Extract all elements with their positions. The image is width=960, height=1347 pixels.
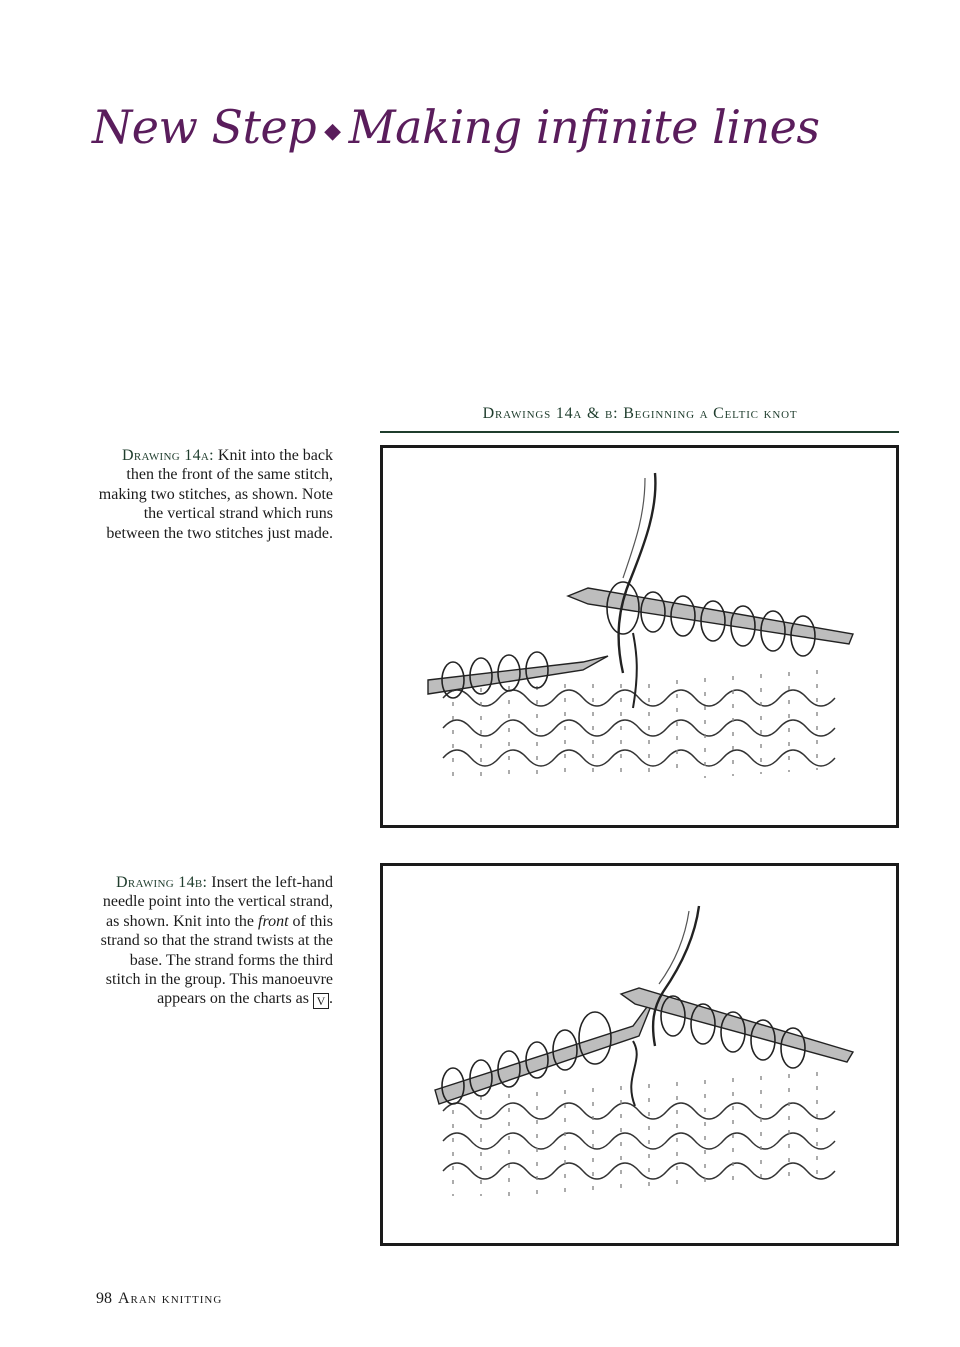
caption-14a-lead: Drawing 14a:: [122, 447, 214, 464]
fabric-rows: [443, 1072, 835, 1196]
caption-14b-end: .: [329, 990, 333, 1008]
title-part-1: New Step: [92, 100, 317, 154]
caption-14a: [95, 446, 333, 543]
heading-rule: [380, 431, 899, 433]
title-part-2: Making infinite lines: [348, 100, 820, 154]
figure-14a-frame: [380, 445, 899, 828]
diamond-separator-icon: ◆: [324, 118, 341, 144]
page-footer: [96, 1290, 222, 1308]
figure-14b-frame: [380, 863, 899, 1246]
figure-14a-illustration: [383, 448, 896, 825]
caption-14a-text: Knit into the back then the front of the same stitch, making two stitches, as shown. Note the vertical strand which runs between the two stitches just made.: [98, 447, 333, 542]
page-title: [92, 100, 820, 154]
caption-14b-emphasis: front: [258, 912, 289, 930]
caption-14b-text-2: of this strand so that the strand twists at the base. The strand forms the third stitch in the group. This manoeuvre appears on the charts as: [100, 912, 333, 1008]
page-number: 98: [96, 1290, 112, 1307]
caption-14b-lead: Drawing 14b:: [115, 874, 208, 891]
figure-14b-illustration: [383, 866, 896, 1243]
caption-14b: [95, 873, 333, 1009]
section-heading: Drawings 14a & b: Beginning a Celtic knot: [482, 405, 798, 422]
running-head: Aran knitting: [118, 1290, 223, 1307]
caption-14b-text-1: Insert the left-hand needle point into the vertical strand, as shown. Knit into the: [102, 874, 333, 930]
chart-symbol-icon: V: [313, 993, 329, 1009]
